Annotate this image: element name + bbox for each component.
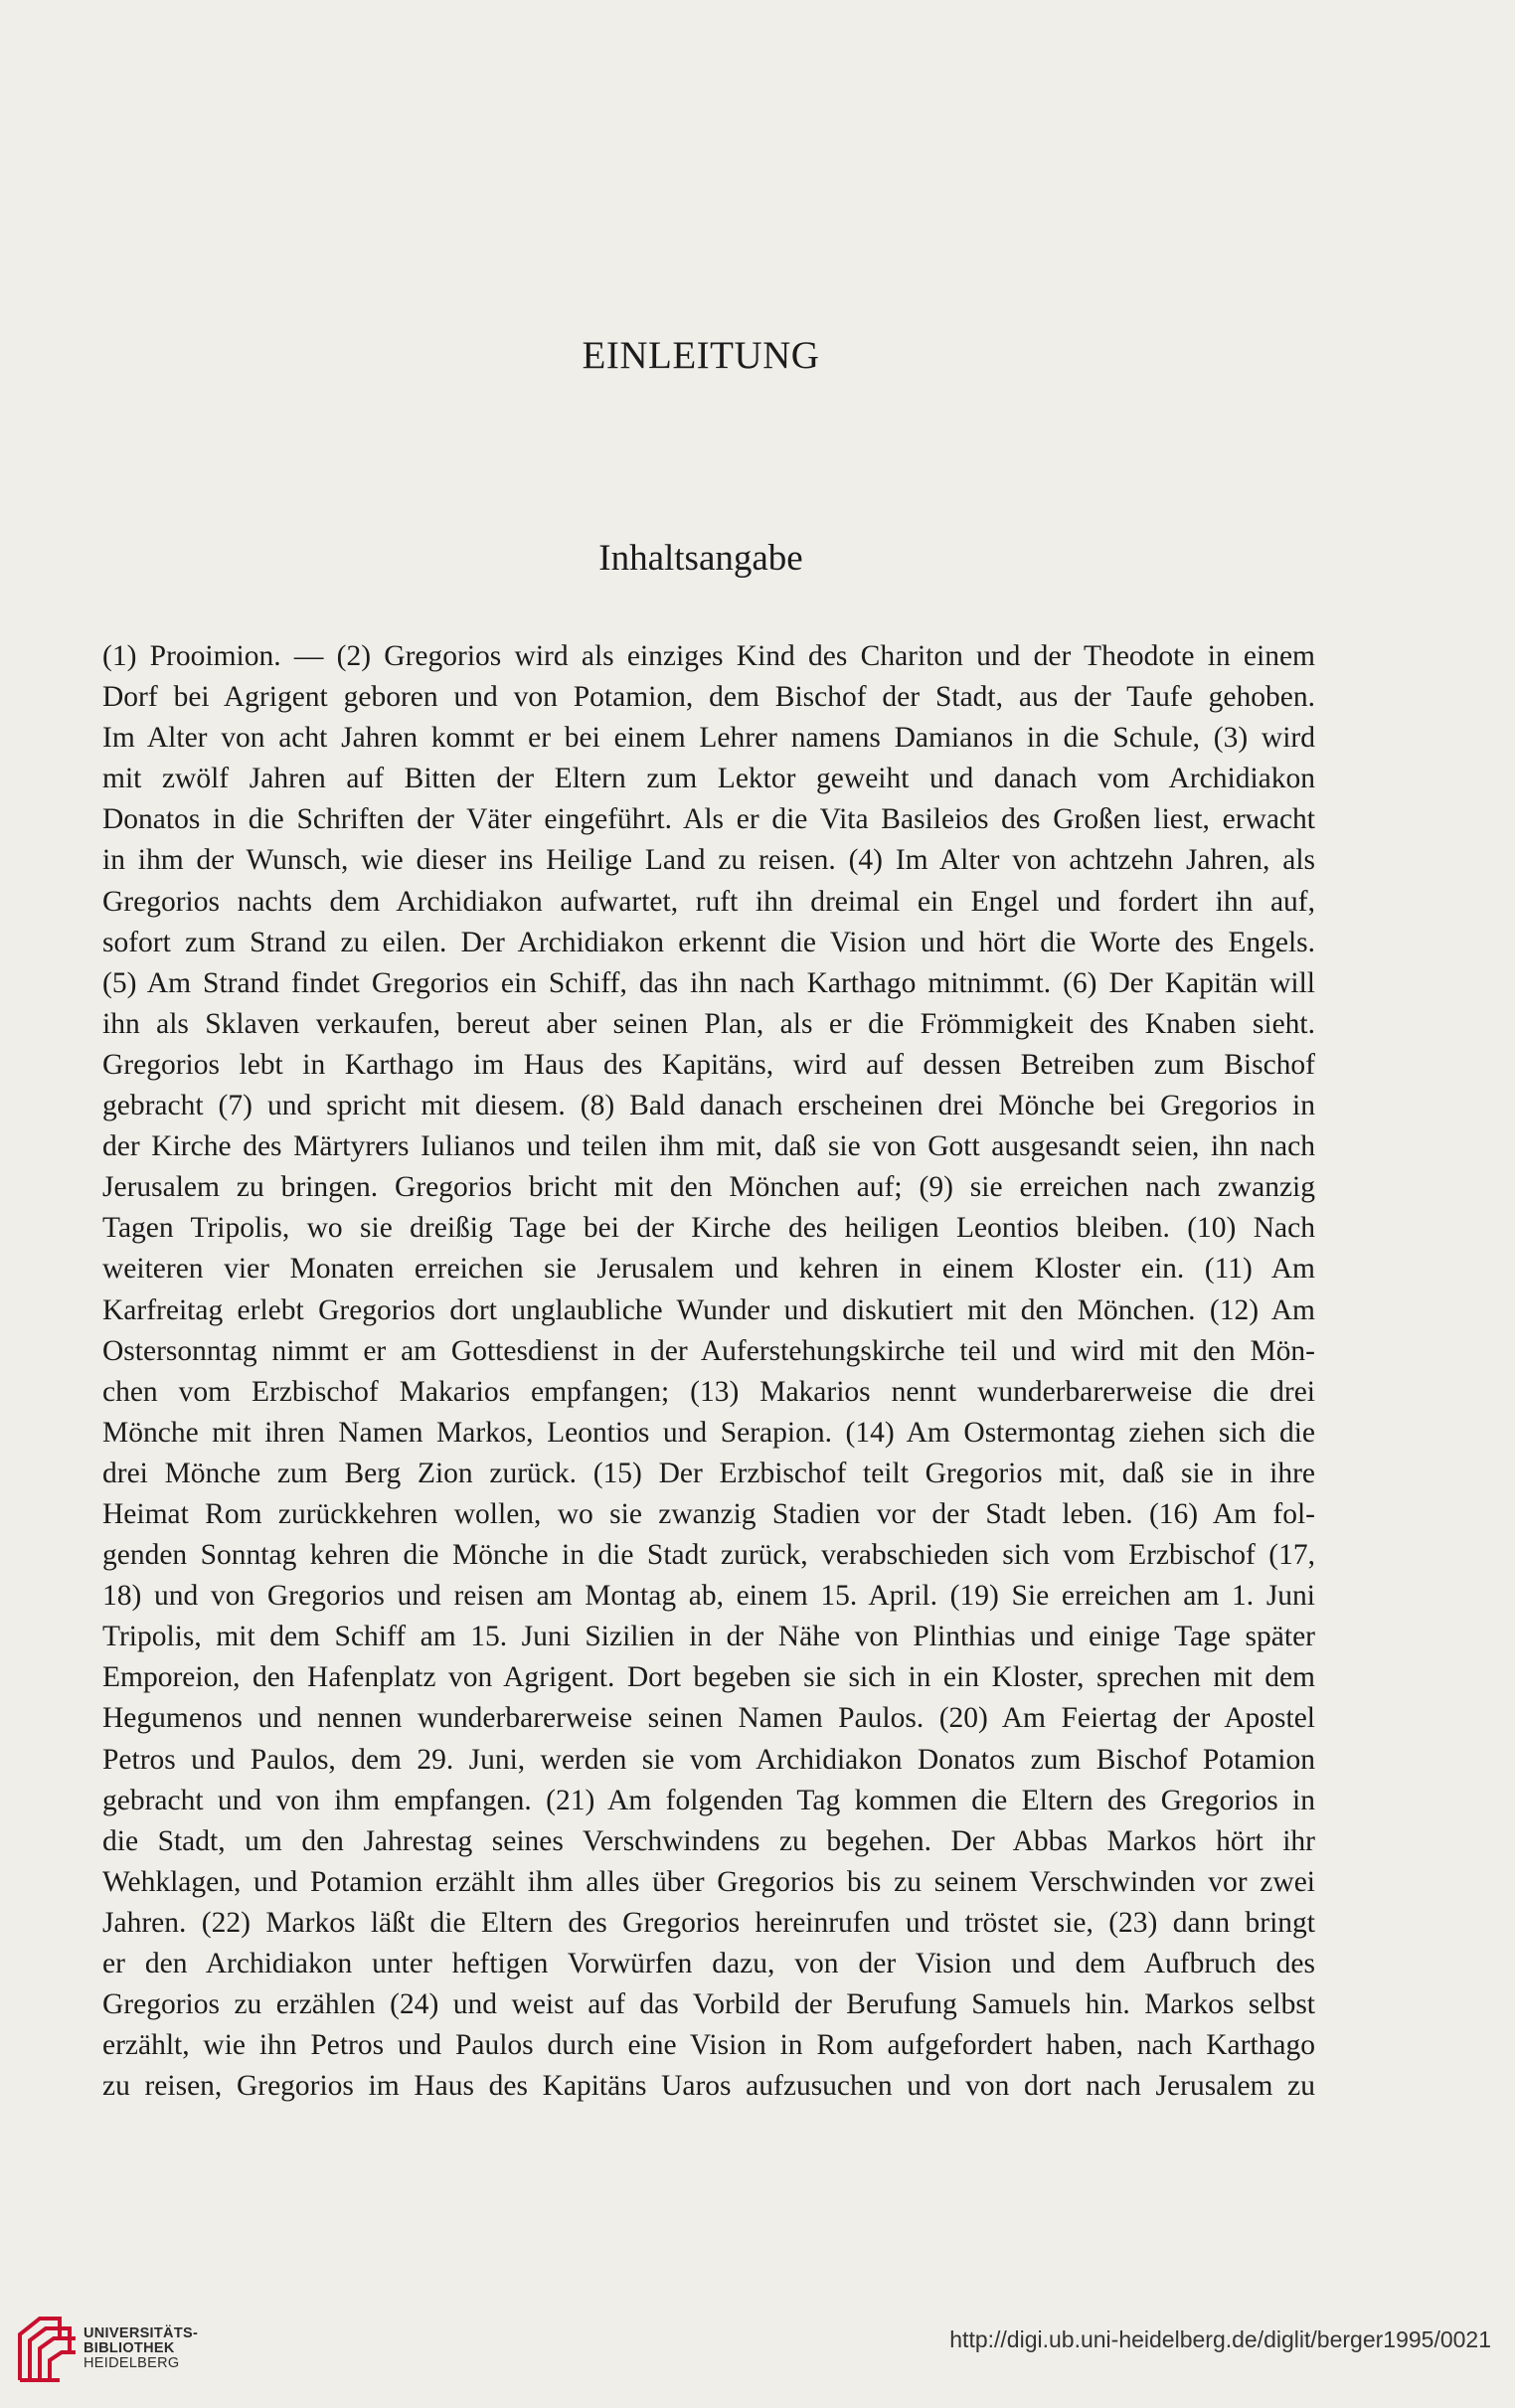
text-line: erzählt, wie ihn Petros und Paulos durch eine Vision in Rom aufgefordert haben, nach Karthago [102, 2029, 1315, 2062]
university-library-logo-icon [14, 2311, 84, 2388]
text-line: 18) und von Gregorios und reisen am Montag ab, einem 15. April. (19) Sie erreichen am 1. Juni [102, 1580, 1315, 1613]
text-line: Donatos in die Schriften der Väter eingeführt. Als er die Vita Basileios des Großen liest, erwacht [102, 803, 1315, 836]
library-name-line2: BIBLIOTHEK [84, 2340, 175, 2356]
text-line: Petros und Paulos, dem 29. Juni, werden sie vom Archidiakon Donatos zum Bischof Potamion [102, 1743, 1315, 1776]
text-line: Tripolis, mit dem Schiff am 15. Juni Sizilien in der Nähe von Plinthias und einige Tage später [102, 1621, 1315, 1653]
text-line: drei Mönche zum Berg Zion zurück. (15) Der Erzbischof teilt Gregorios mit, daß sie in ihre [102, 1457, 1315, 1489]
text-line: mit zwölf Jahren auf Bitten der Eltern zum Lektor geweiht und danach vom Archidiakon [102, 763, 1315, 795]
text-line: Gregorios lebt in Karthago im Haus des Kapitäns, wird auf dessen Betreiben zum Bischof [102, 1048, 1315, 1081]
section-title: Inhaltsangabe [598, 538, 803, 579]
text-line: Tagen Tripolis, wo sie dreißig Tage bei der Kirche des heiligen Leontios bleiben. (10) Nach [102, 1212, 1315, 1245]
text-line: gebracht und von ihm empfangen. (21) Am folgenden Tag kommen die Eltern des Gregorios in [102, 1784, 1315, 1816]
text-line: in ihm der Wunsch, wie dieser ins Heilige Land zu reisen. (4) Im Alter von achtzehn Jahren, als [102, 844, 1315, 877]
text-line: (5) Am Strand findet Gregorios ein Schiff, das ihn nach Karthago mitnimmt. (6) Der Kapitän will [102, 966, 1315, 999]
page-heading: EINLEITUNG [582, 334, 820, 377]
text-line: Dorf bei Agrigent geboren und von Potamion, dem Bischof der Stadt, aus der Taufe gehoben. [102, 681, 1315, 714]
text-line: weiteren vier Monaten erreichen sie Jerusalem und kehren in einem Kloster ein. (11) Am [102, 1253, 1315, 1286]
text-line: der Kirche des Märtyrers Iulianos und teilen ihm mit, daß sie von Gott ausgesandt seien, ihn nach [102, 1130, 1315, 1163]
text-line: (1) Prooimion. — (2) Gregorios wird als einziges Kind des Chariton und der Theodote in einem [102, 640, 1315, 672]
text-line: Gregorios zu erzählen (24) und weist auf das Vorbild der Berufung Samuels hin. Markos selbst [102, 1988, 1315, 2021]
text-line: zu reisen, Gregorios im Haus des Kapitäns Uaros aufzusuchen und von dort nach Jerusalem zu [102, 2070, 1315, 2103]
text-line: gebracht (7) und spricht mit diesem. (8) Bald danach erscheinen drei Mönche bei Gregorios in [102, 1090, 1315, 1122]
text-line: Gregorios nachts dem Archidiakon aufwartet, ruft ihn dreimal ein Engel und fordert ihn auf, [102, 885, 1315, 918]
text-line: genden Sonntag kehren die Mönche in die Stadt zurück, verabschieden sich vom Erzbischof (17, [102, 1539, 1315, 1572]
footer [0, 2297, 1515, 2408]
text-line: Karfreitag erlebt Gregorios dort unglaubliche Wunder und diskutiert mit den Mönchen. (12) Am [102, 1293, 1315, 1326]
text-line: er den Archidiakon unter heftigen Vorwürfen dazu, von der Vision und dem Aufbruch des [102, 1948, 1315, 1979]
library-name-line3: HEIDELBERG [84, 2355, 180, 2371]
text-line: chen vom Erzbischof Makarios empfangen; (13) Makarios nennt wunderbarerweise die drei [102, 1375, 1315, 1408]
body-text [102, 636, 1315, 2107]
text-line: Wehklagen, und Potamion erzählt ihm alles über Gregorios bis zu seinem Verschwinden vor zwei [102, 1865, 1315, 1898]
text-line: Jahren. (22) Markos läßt die Eltern des Gregorios hereinrufen und tröstet sie, (23) dann bringt [102, 1906, 1315, 1939]
text-line: Ostersonntag nimmt er am Gottesdienst in der Auferstehungskirche teil und wird mit den Mön- [102, 1334, 1315, 1367]
text-line: Mönche mit ihren Namen Markos, Leontios und Serapion. (14) Am Ostermontag ziehen sich die [102, 1416, 1315, 1449]
text-line: sofort zum Strand zu eilen. Der Archidiakon erkennt die Vision und hört die Worte des Engels. [102, 926, 1315, 958]
library-name-line1: UNIVERSITÄTS- [84, 2325, 199, 2341]
text-line: die Stadt, um den Jahrestag seines Verschwindens zu begehen. Der Abbas Markos hört ihr [102, 1824, 1315, 1857]
text-line: Emporeion, den Hafenplatz von Agrigent. Dort begeben sie sich in ein Kloster, sprechen mit dem [102, 1661, 1315, 1694]
text-line: Hegumenos und nennen wunderbarerweise seinen Namen Paulos. (20) Am Feiertag der Apostel [102, 1702, 1315, 1735]
text-line: ihn als Sklaven verkaufen, bereut aber seinen Plan, als er die Frömmigkeit des Knaben sieht. [102, 1007, 1315, 1040]
source-url[interactable]: http://digi.ub.uni-heidelberg.de/diglit/berger1995/0021 [949, 2326, 1491, 2352]
library-name [84, 2326, 198, 2371]
text-line: Heimat Rom zurückkehren wollen, wo sie zwanzig Stadien vor der Stadt leben. (16) Am fol- [102, 1497, 1315, 1530]
text-line: Im Alter von acht Jahren kommt er bei einem Lehrer namens Damianos in die Schule, (3) wird [102, 722, 1315, 755]
text-line: Jerusalem zu bringen. Gregorios bricht mit den Mönchen auf; (9) sie erreichen nach zwanzig [102, 1171, 1315, 1204]
